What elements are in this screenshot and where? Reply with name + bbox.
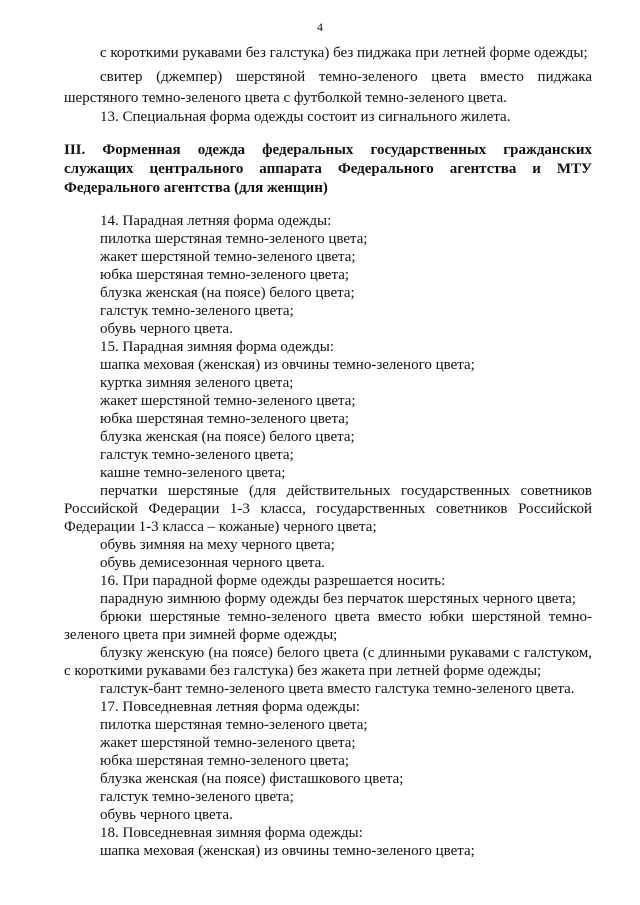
text-line: с короткими рукавами без галстука) без пиджака при летней форме одежды; [100, 45, 588, 61]
list-item: блузка женская (на поясе) фисташкового цвета; [100, 771, 404, 787]
text-line: шерстяного темно-зеленого цвета с футболкой темно-зеленого цвета. [64, 90, 507, 106]
item-heading: 17. Повседневная летняя форма одежды: [100, 699, 361, 715]
list-item: жакет шерстяной темно-зеленого цвета; [100, 735, 356, 751]
list-item: жакет шерстяной темно-зеленого цвета; [100, 393, 356, 409]
list-item: куртка зимняя зеленого цвета; [100, 375, 294, 391]
list-item: обувь черного цвета. [100, 321, 233, 337]
text-line: 13. Специальная форма одежды состоит из сигнального жилета. [100, 109, 511, 125]
list-item: юбка шерстяная темно-зеленого цвета; [100, 753, 350, 769]
list-item: пилотка шерстяная темно-зеленого цвета; [100, 231, 368, 247]
text-line: свитер (джемпер) шерстяной темно-зеленого цвета вместо пиджака [100, 69, 592, 85]
section-heading-line: служащих центрального аппарата Федерального агентства и МТУ [64, 161, 592, 177]
list-item: юбка шерстяная темно-зеленого цвета; [100, 411, 350, 427]
list-item-continuation: Российской Федерации 1-3 класса, государственных советников Российской [64, 501, 592, 517]
list-item-continuation: с короткими рукавами без галстука) без жакета при летней форме одежды; [64, 663, 542, 679]
list-item: парадную зимнюю форму одежды без перчаток шерстяных черного цвета; [100, 591, 576, 607]
list-item: галстук темно-зеленого цвета; [100, 447, 294, 463]
section-heading-line: Федерального агентства (для женщин) [64, 180, 328, 196]
list-item: юбка шерстяная темно-зеленого цвета; [100, 267, 350, 283]
list-item-continuation: Федерации 1-3 класса – кожаные) черного цвета; [64, 519, 377, 535]
list-item: жакет шерстяной темно-зеленого цвета; [100, 249, 356, 265]
list-item: обувь демисезонная черного цвета. [100, 555, 326, 571]
list-item: пилотка шерстяная темно-зеленого цвета; [100, 717, 368, 733]
section-heading-line: III. Форменная одежда федеральных государственных гражданских [64, 142, 592, 158]
item-heading: 14. Парадная летняя форма одежды: [100, 213, 332, 229]
list-item: галстук темно-зеленого цвета; [100, 303, 294, 319]
list-item: шапка меховая (женская) из овчины темно-зеленого цвета; [100, 843, 475, 859]
list-item: блузку женскую (на поясе) белого цвета (с длинными рукавами с галстуком, [100, 645, 592, 661]
list-item: шапка меховая (женская) из овчины темно-зеленого цвета; [100, 357, 475, 373]
list-item: обувь зимняя на меху черного цвета; [100, 537, 335, 553]
list-item: блузка женская (на поясе) белого цвета; [100, 429, 355, 445]
item-heading: 15. Парадная зимняя форма одежды: [100, 339, 335, 355]
list-item: галстук темно-зеленого цвета; [100, 789, 294, 805]
list-item: блузка женская (на поясе) белого цвета; [100, 285, 355, 301]
list-item: галстук-бант темно-зеленого цвета вместо галстука темно-зеленого цвета. [100, 681, 575, 697]
item-heading: 18. Повседневная зимняя форма одежды: [100, 825, 363, 841]
list-item: брюки шерстяные темно-зеленого цвета вместо юбки шерстяной темно- [100, 609, 592, 625]
list-item-continuation: зеленого цвета при зимней форме одежды; [64, 627, 338, 643]
list-item: кашне темно-зеленого цвета; [100, 465, 286, 481]
list-item: перчатки шерстяные (для действительных государственных советников [100, 483, 592, 499]
item-heading: 16. При парадной форме одежды разрешается носить: [100, 573, 446, 589]
page-number: 4 [317, 20, 323, 34]
list-item: обувь черного цвета. [100, 807, 233, 823]
